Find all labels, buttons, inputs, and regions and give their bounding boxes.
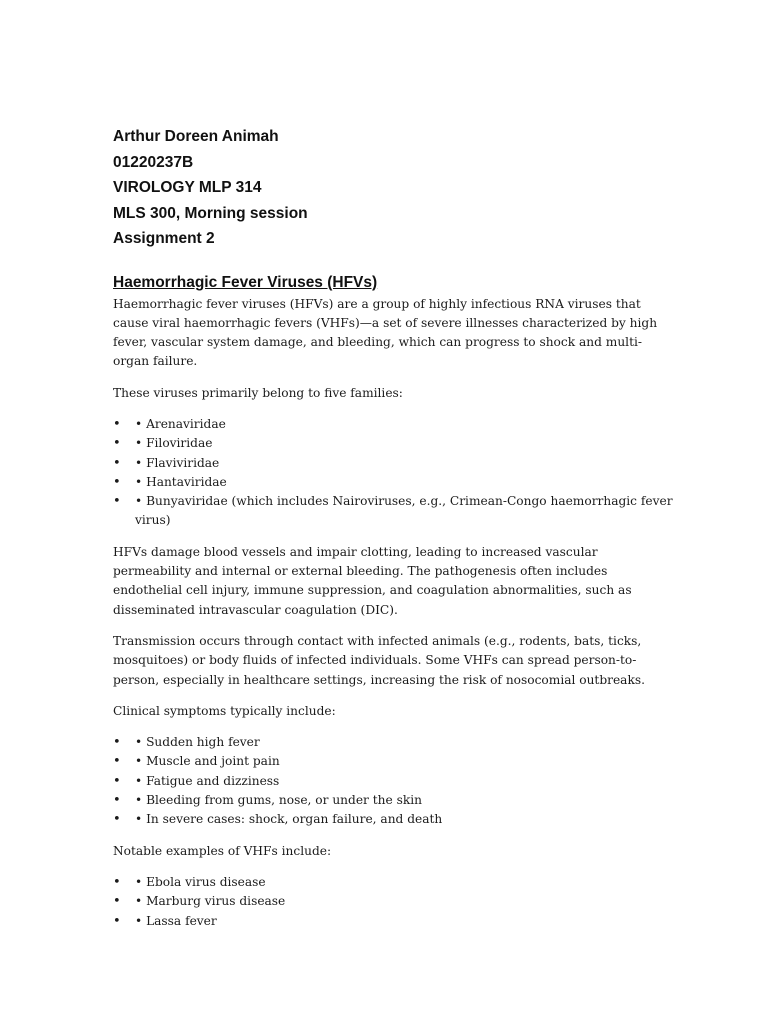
examples-list [113, 873, 673, 931]
list-item: • • In severe cases: shock, organ failure, and death [113, 810, 673, 829]
families-intro: These viruses primarily belong to five families: [113, 385, 403, 400]
document-page [113, 124, 673, 943]
bullet-icon: • [113, 793, 121, 809]
list-item: • • Sudden high fever [113, 733, 673, 752]
bullet-icon: • [113, 735, 121, 751]
list-item: • • Marburg virus disease [113, 892, 673, 911]
intro-paragraph: Haemorrhagic fever viruses (HFVs) are a group of highly infectious RNA viruses that cause viral haemorrhagic fevers (VHFs)—a set of severe illnesses characterized by high fever, vascular system damage, and bleeding, which can progress to shock and multi-organ failure. [113, 296, 658, 369]
bullet-icon: • [113, 773, 121, 789]
list-item: • • Muscle and joint pain [113, 752, 673, 771]
list-item: • • Bleeding from gums, nose, or under the skin [113, 791, 673, 810]
pathogenesis-paragraph: HFVs damage blood vessels and impair clotting, leading to increased vascular permeability and internal or external bleeding. The pathogenesis often includes endothelial cell injury, immune suppression, and coagulation abnormalities, such as disseminated intravascular coagulation (DIC). [113, 544, 632, 617]
student-header [113, 124, 673, 252]
bullet-icon: • [113, 812, 121, 828]
bullet-icon: • [113, 416, 121, 432]
symptoms-intro: Clinical symptoms typically include: [113, 703, 336, 718]
transmission-paragraph: Transmission occurs through contact with infected animals (e.g., rodents, bats, ticks, mosquitoes) or body fluids of infected individuals. Some VHFs can spread person-to-person, especially in healthcare settings, increasing the risk of nosocomial outbreaks. [113, 633, 645, 687]
list-item: • • Bunyaviridae (which includes Nairoviruses, e.g., Crimean-Congo haemorrhagic fever virus) [113, 494, 673, 528]
bullet-icon: • [113, 913, 121, 929]
bullet-icon: • [113, 754, 121, 770]
symptoms-list [113, 733, 673, 829]
bullet-icon: • [113, 474, 121, 490]
list-item: • • Lassa fever [113, 912, 673, 931]
list-item: • • Ebola virus disease [113, 873, 673, 892]
examples-intro: Notable examples of VHFs include: [113, 843, 332, 858]
bullet-icon: • [113, 455, 121, 471]
list-item: • • Flaviviridae [113, 454, 673, 473]
class-session: MLS 300, Morning session [113, 204, 308, 222]
student-id: 01220237B [113, 153, 194, 171]
list-item: • • Hantaviridae [113, 473, 673, 492]
list-item: • • Arenaviridae [113, 415, 673, 434]
course-code: VIROLOGY MLP 314 [113, 179, 262, 196]
families-list [113, 415, 673, 531]
assignment-title: Assignment 2 [113, 230, 215, 247]
bullet-icon: • [113, 874, 121, 890]
bullet-icon: • [113, 494, 121, 510]
bullet-icon: • [113, 894, 121, 910]
list-item: • • Fatigue and dizziness [113, 772, 673, 791]
list-item: • • Filoviridae [113, 434, 673, 453]
bullet-icon: • [113, 436, 121, 452]
student-name: Arthur Doreen Animah [113, 128, 279, 145]
section-heading: Haemorrhagic Fever Viruses (HFVs) [113, 273, 378, 291]
